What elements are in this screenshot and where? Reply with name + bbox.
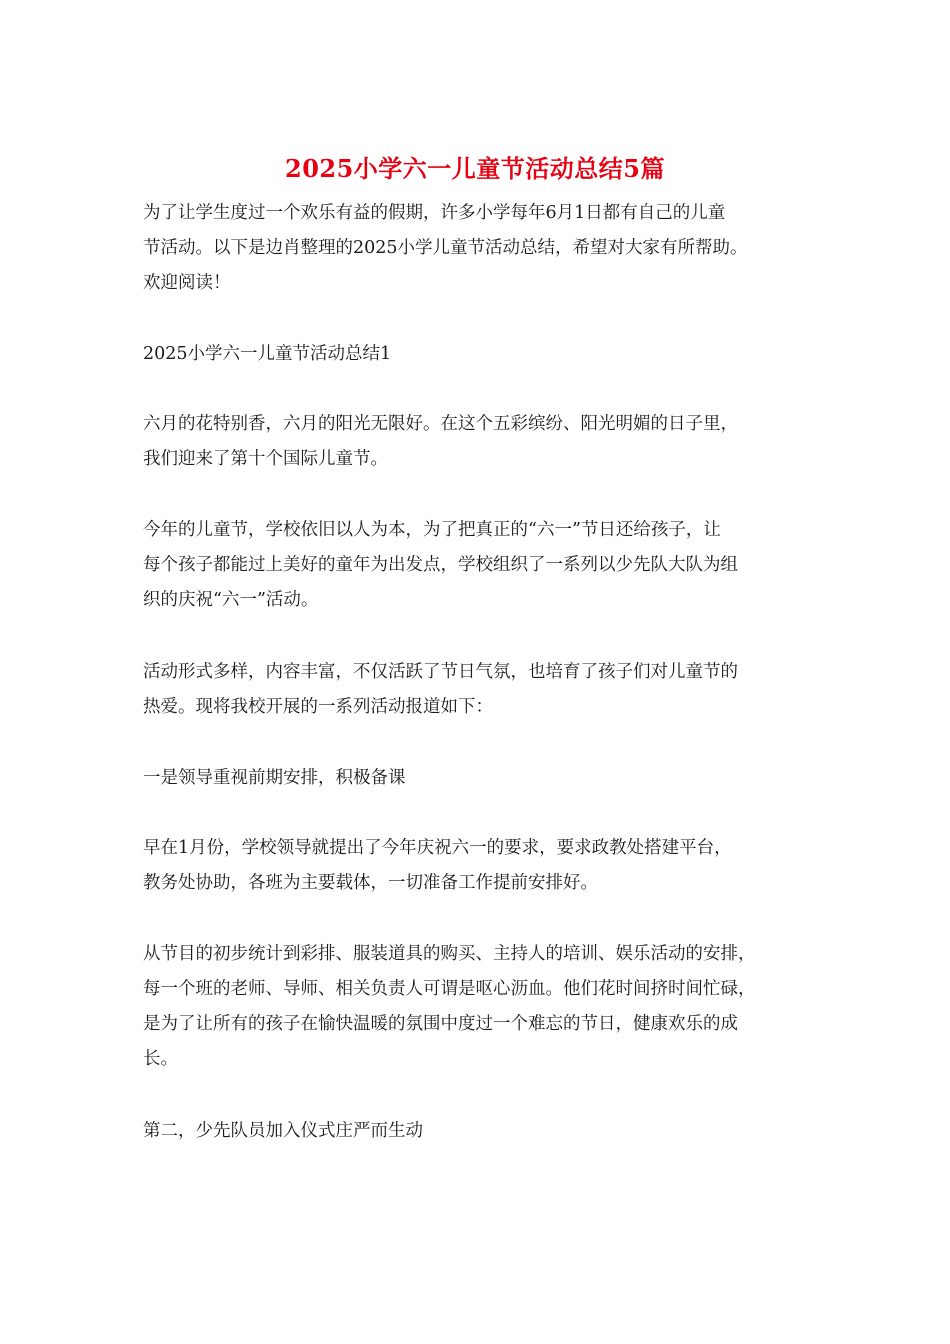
text-line: 六月的花特别香，六月的阳光无限好。在这个五彩缤纷、阳光明媚的日子里，: [143, 414, 738, 434]
text-line: 早在1月份，学校领导就提出了今年庆祝六一的要求，要求政教处搭建平台，: [143, 838, 732, 858]
text-line: 2025小学六一儿童节活动总结1: [143, 344, 392, 364]
text-line: 我们迎来了第十个国际儿童节。: [143, 449, 388, 469]
text-line: 一是领导重视前期安排，积极备课: [143, 768, 406, 788]
paragraph: [143, 937, 811, 1077]
text-line: 欢迎阅读！: [143, 273, 231, 293]
text-line: 织的庆祝“六一”活动。: [143, 590, 319, 610]
text-line: 今年的儿童节，学校依旧以人为本，为了把真正的“六一”节日还给孩子，让: [143, 520, 721, 540]
paragraph: [143, 831, 811, 901]
text-line: 为了让学生度过一个欢乐有益的假期，许多小学每年6月1日都有自己的儿童: [143, 203, 726, 223]
text-line: 每个孩子都能过上美好的童年为出发点，学校组织了一系列以少先队大队为组: [143, 555, 738, 575]
text-line: 从节目的初步统计到彩排、服装道具的购买、主持人的培训、娱乐活动的安排，: [143, 944, 756, 964]
paragraph: [143, 407, 811, 477]
section-heading-1: [143, 337, 811, 372]
text-line: 长。: [143, 1049, 178, 1069]
paragraph: [143, 513, 811, 618]
text-line: 是为了让所有的孩子在愉快温暖的氛围中度过一个难忘的节日，健康欢乐的成: [143, 1014, 738, 1034]
section-heading: [143, 761, 811, 796]
text-line: 每一个班的老师、导师、相关负责人可谓是呕心沥血。他们花时间挤时间忙碌，: [143, 979, 756, 999]
paragraph: [143, 655, 811, 725]
text-line: 教务处协助，各班为主要载体，一切准备工作提前安排好。: [143, 873, 598, 893]
document-title: 2025小学六一儿童节活动总结5篇: [285, 154, 665, 183]
text-line: 活动形式多样，内容丰富，不仅活跃了节日气氛，也培育了孩子们对儿童节的: [143, 662, 738, 682]
text-line: 节活动。以下是边肖整理的2025小学儿童节活动总结，希望对大家有所帮助。: [143, 238, 748, 258]
section-heading: [143, 1114, 811, 1149]
text-line: 热爱。现将我校开展的一系列活动报道如下：: [143, 697, 493, 717]
text-line: 第二，少先队员加入仪式庄严而生动: [143, 1121, 423, 1141]
paragraph-intro: [143, 196, 811, 301]
